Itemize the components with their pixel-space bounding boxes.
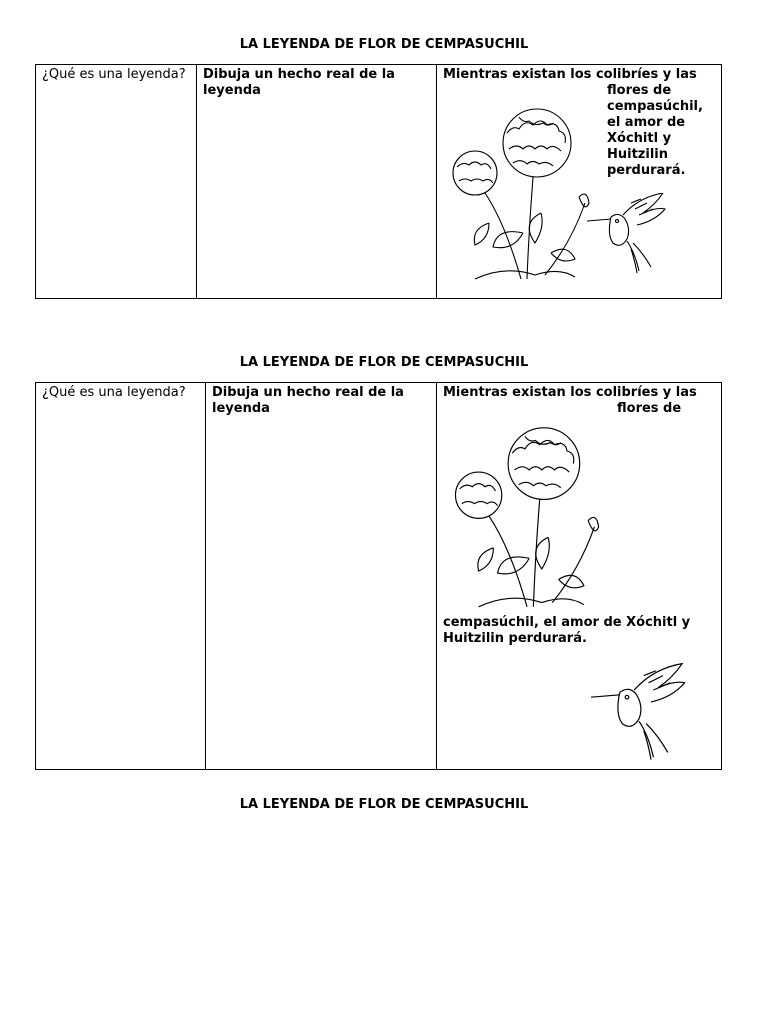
draw-instruction: Dibuja un hecho real de la leyenda (212, 385, 404, 416)
quote-line-3: cempasúchil, (607, 99, 703, 114)
marigold-drawing (447, 411, 605, 611)
hummingbird-drawing (591, 663, 687, 765)
quote-line-1: Mientras existan los colibríes y las (443, 67, 697, 82)
worksheet-2-table (35, 382, 722, 770)
hummingbird-drawing (587, 193, 667, 277)
quote-line-6: Huitzilin (607, 147, 668, 162)
quote-line-4: el amor de (607, 115, 686, 130)
quote-cell (437, 65, 722, 299)
quote-line-1: Mientras existan los colibríes y las (443, 385, 697, 400)
worksheet-1-table (35, 64, 722, 299)
worksheet-1-title: LA LEYENDA DE FLOR DE CEMPASUCHIL (239, 37, 529, 52)
worksheet-3-title: LA LEYENDA DE FLOR DE CEMPASUCHIL (239, 797, 529, 812)
draw-cell (206, 383, 437, 770)
draw-instruction: Dibuja un hecho real de la leyenda (203, 67, 395, 98)
question-cell (36, 65, 197, 299)
worksheet-2-title: LA LEYENDA DE FLOR DE CEMPASUCHIL (239, 355, 529, 370)
draw-cell (197, 65, 437, 299)
quote-line-2: flores de (617, 401, 682, 416)
marigold-drawing (445, 93, 595, 283)
quote-continuation: cempasúchil, el amor de Xóchitl y Huitzilin perdurará. (443, 615, 691, 646)
question-label: ¿Qué es una leyenda? (42, 385, 186, 400)
quote-line-2: flores de (607, 83, 672, 98)
quote-line-7: perdurará. (607, 163, 686, 178)
question-label: ¿Qué es una leyenda? (42, 67, 186, 82)
question-cell (36, 383, 206, 770)
quote-cell (437, 383, 722, 770)
quote-line-5: Xóchitl y (607, 131, 672, 146)
